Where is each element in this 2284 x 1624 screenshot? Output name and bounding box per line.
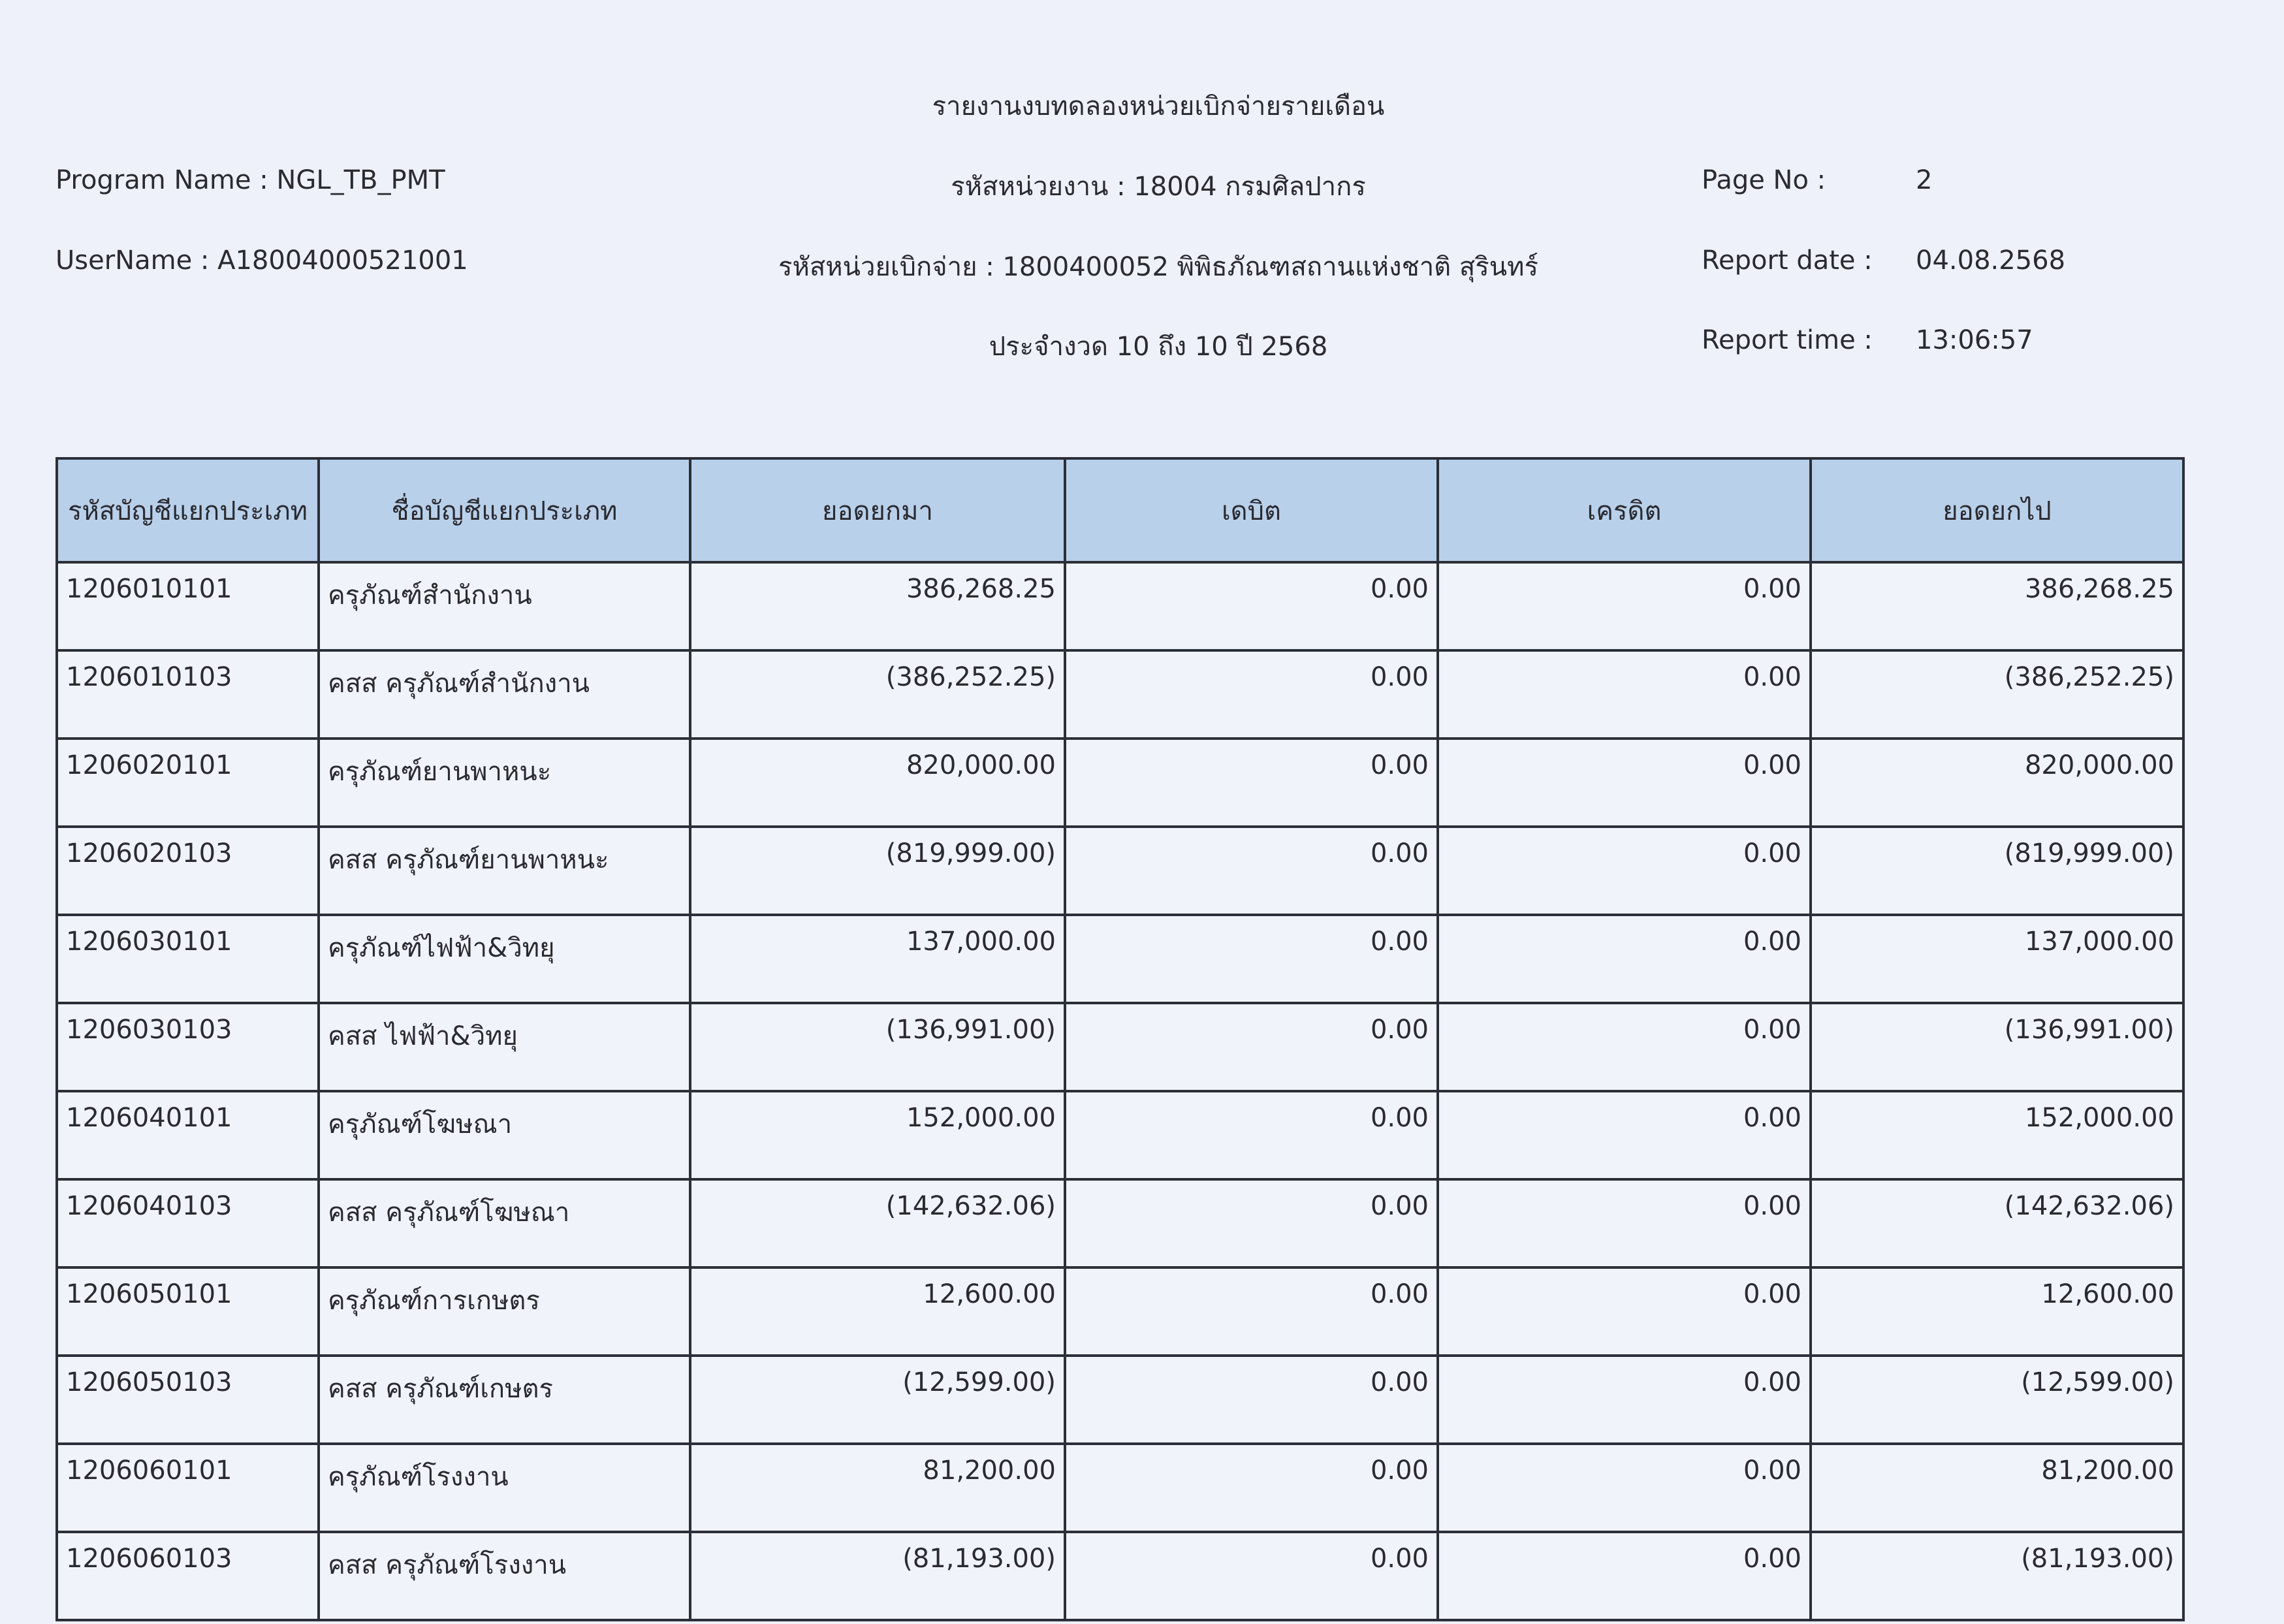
cell-closing-balance: (142,632.06) <box>1811 1179 2183 1267</box>
column-header-opening-balance: ยอดยกมา <box>690 458 1065 562</box>
cell-account-name: คสส ครุภัณฑ์ยานพาหนะ <box>319 827 690 915</box>
cell-opening-balance: (12,599.00) <box>690 1356 1065 1444</box>
table-row <box>57 1532 2183 1620</box>
table-row <box>57 650 2183 739</box>
cell-opening-balance: 386,268.25 <box>690 562 1065 650</box>
report-date-label: Report date : <box>1702 246 1873 276</box>
column-header-debit: เดบิต <box>1065 458 1438 562</box>
cell-account-name: ครุภัณฑ์โรงงาน <box>319 1444 690 1532</box>
report-date-value: 04.08.2568 <box>1916 246 2066 276</box>
table-row <box>57 1267 2183 1356</box>
cell-debit: 0.00 <box>1065 739 1438 827</box>
cell-account-code: 1206060101 <box>57 1444 319 1532</box>
cell-credit: 0.00 <box>1438 915 1811 1003</box>
page-no-value: 2 <box>1916 165 1933 195</box>
cell-account-code: 1206010101 <box>57 562 319 650</box>
cell-account-code: 1206050101 <box>57 1267 319 1356</box>
cell-account-code: 1206040103 <box>57 1179 319 1267</box>
column-header-credit: เครดิต <box>1438 458 1811 562</box>
column-header-closing-balance: ยอดยกไป <box>1811 458 2183 562</box>
cell-closing-balance: 152,000.00 <box>1811 1091 2183 1179</box>
cell-opening-balance: (142,632.06) <box>690 1179 1065 1267</box>
disbursing-unit: รหัสหน่วยเบิกจ่าย : 1800400052 พิพิธภัณฑสถานแห่งชาติ สุรินทร์ <box>778 252 1538 282</box>
cell-account-name: คสส ครุภัณฑ์โรงงาน <box>319 1532 690 1620</box>
table-row <box>57 1003 2183 1091</box>
table-row <box>57 562 2183 650</box>
cell-closing-balance: (819,999.00) <box>1811 827 2183 915</box>
table-row <box>57 1444 2183 1532</box>
report-time-label: Report time : <box>1702 325 1873 355</box>
cell-credit: 0.00 <box>1438 1356 1811 1444</box>
cell-debit: 0.00 <box>1065 1532 1438 1620</box>
agency-code: รหัสหน่วยงาน : 18004 กรมศิลปากร <box>951 172 1366 202</box>
trial-balance-table <box>56 457 2185 1621</box>
cell-debit: 0.00 <box>1065 827 1438 915</box>
cell-closing-balance: (81,193.00) <box>1811 1532 2183 1620</box>
cell-credit: 0.00 <box>1438 827 1811 915</box>
cell-closing-balance: (12,599.00) <box>1811 1356 2183 1444</box>
cell-credit: 0.00 <box>1438 650 1811 739</box>
cell-closing-balance: 137,000.00 <box>1811 915 2183 1003</box>
cell-opening-balance: (136,991.00) <box>690 1003 1065 1091</box>
cell-debit: 0.00 <box>1065 1091 1438 1179</box>
cell-closing-balance: 81,200.00 <box>1811 1444 2183 1532</box>
cell-account-name: ครุภัณฑ์โฆษณา <box>319 1091 690 1179</box>
cell-opening-balance: (81,193.00) <box>690 1532 1065 1620</box>
cell-account-name: ครุภัณฑ์การเกษตร <box>319 1267 690 1356</box>
cell-account-name: คสส ครุภัณฑ์เกษตร <box>319 1356 690 1444</box>
cell-debit: 0.00 <box>1065 1179 1438 1267</box>
cell-closing-balance: (136,991.00) <box>1811 1003 2183 1091</box>
username: UserName : A18004000521001 <box>56 246 468 276</box>
cell-opening-balance: 152,000.00 <box>690 1091 1065 1179</box>
table-row <box>57 739 2183 827</box>
cell-debit: 0.00 <box>1065 1444 1438 1532</box>
cell-account-code: 1206020101 <box>57 739 319 827</box>
page-no-label: Page No : <box>1702 165 1826 195</box>
cell-account-code: 1206050103 <box>57 1356 319 1444</box>
table-row <box>57 1179 2183 1267</box>
column-header-account-name: ชื่อบัญชีแยกประเภท <box>319 458 690 562</box>
table-row <box>57 915 2183 1003</box>
cell-closing-balance: (386,252.25) <box>1811 650 2183 739</box>
cell-credit: 0.00 <box>1438 1091 1811 1179</box>
table-row <box>57 827 2183 915</box>
cell-credit: 0.00 <box>1438 739 1811 827</box>
cell-credit: 0.00 <box>1438 1267 1811 1356</box>
cell-debit: 0.00 <box>1065 915 1438 1003</box>
cell-closing-balance: 386,268.25 <box>1811 562 2183 650</box>
cell-closing-balance: 12,600.00 <box>1811 1267 2183 1356</box>
cell-opening-balance: 12,600.00 <box>690 1267 1065 1356</box>
report-title: รายงานงบทดลองหน่วยเบิกจ่ายรายเดือน <box>932 91 1385 121</box>
cell-opening-balance: 81,200.00 <box>690 1444 1065 1532</box>
cell-account-name: คสส ไฟฟ้า&วิทยุ <box>319 1003 690 1091</box>
cell-account-code: 1206030103 <box>57 1003 319 1091</box>
report-time-value: 13:06:57 <box>1916 325 2033 355</box>
cell-debit: 0.00 <box>1065 562 1438 650</box>
cell-account-name: ครุภัณฑ์ไฟฟ้า&วิทยุ <box>319 915 690 1003</box>
cell-opening-balance: 820,000.00 <box>690 739 1065 827</box>
program-name: Program Name : NGL_TB_PMT <box>56 165 445 195</box>
column-header-account-code: รหัสบัญชีแยกประเภท <box>57 458 319 562</box>
table-row <box>57 1091 2183 1179</box>
cell-account-name: คสส ครุภัณฑ์โฆษณา <box>319 1179 690 1267</box>
period: ประจำงวด 10 ถึง 10 ปี 2568 <box>989 332 1328 362</box>
table-header-row <box>57 458 2183 562</box>
cell-credit: 0.00 <box>1438 1003 1811 1091</box>
table-row <box>57 1356 2183 1444</box>
cell-account-name: ครุภัณฑ์ยานพาหนะ <box>319 739 690 827</box>
cell-debit: 0.00 <box>1065 1003 1438 1091</box>
cell-account-code: 1206040101 <box>57 1091 319 1179</box>
cell-credit: 0.00 <box>1438 1444 1811 1532</box>
cell-closing-balance: 820,000.00 <box>1811 739 2183 827</box>
cell-credit: 0.00 <box>1438 562 1811 650</box>
cell-account-name: ครุภัณฑ์สำนักงาน <box>319 562 690 650</box>
cell-account-code: 1206010103 <box>57 650 319 739</box>
cell-opening-balance: (819,999.00) <box>690 827 1065 915</box>
cell-account-code: 1206020103 <box>57 827 319 915</box>
cell-debit: 0.00 <box>1065 1267 1438 1356</box>
cell-account-code: 1206060103 <box>57 1532 319 1620</box>
cell-opening-balance: (386,252.25) <box>690 650 1065 739</box>
cell-account-code: 1206030101 <box>57 915 319 1003</box>
cell-opening-balance: 137,000.00 <box>690 915 1065 1003</box>
cell-account-name: คสส ครุภัณฑ์สำนักงาน <box>319 650 690 739</box>
cell-debit: 0.00 <box>1065 650 1438 739</box>
cell-credit: 0.00 <box>1438 1532 1811 1620</box>
cell-credit: 0.00 <box>1438 1179 1811 1267</box>
cell-debit: 0.00 <box>1065 1356 1438 1444</box>
